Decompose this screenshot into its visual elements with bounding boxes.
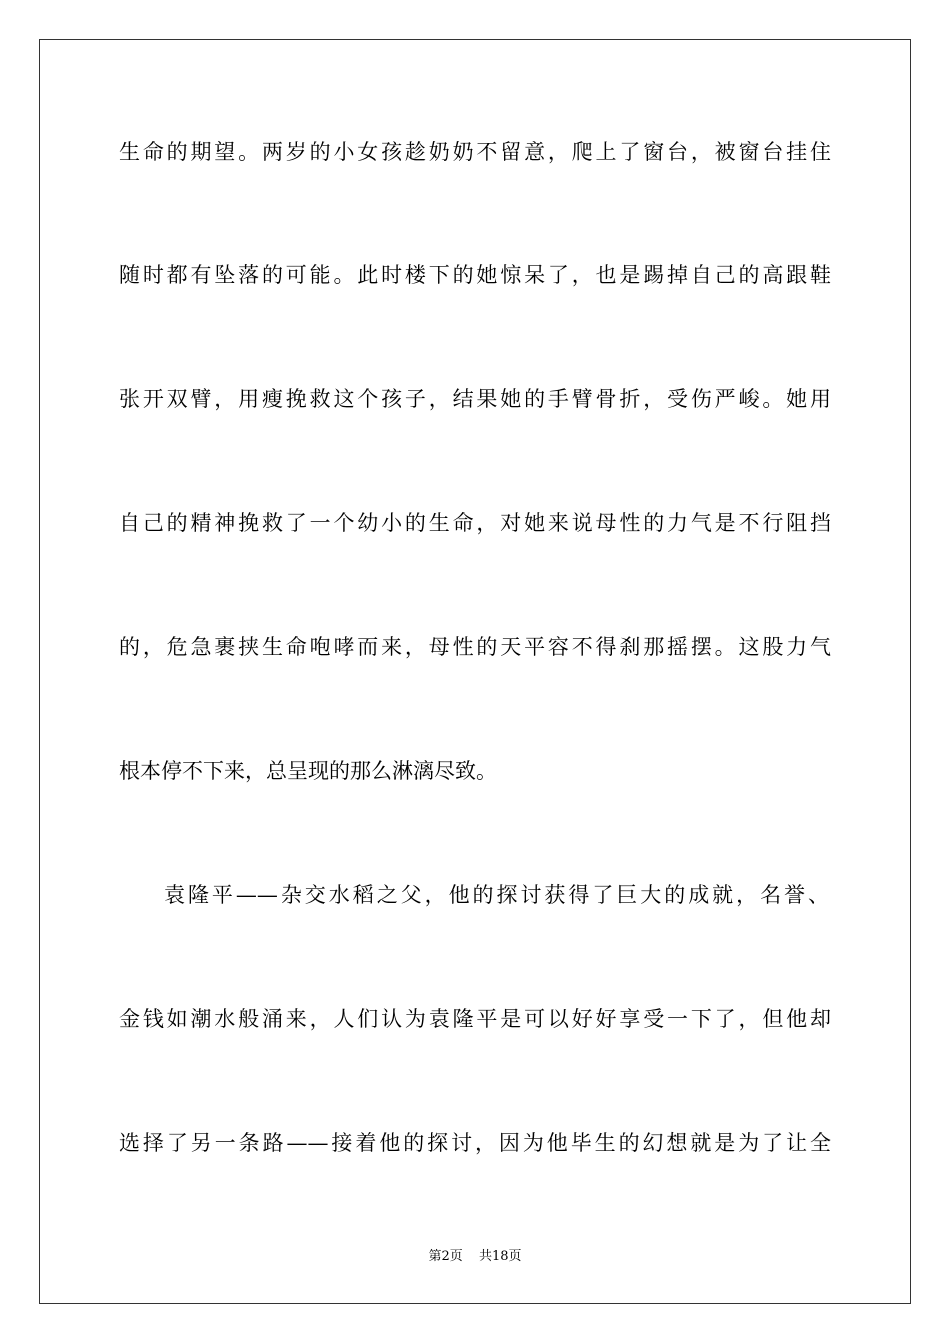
page-number-current: 第2页 (428, 1249, 463, 1264)
page-footer (0, 1248, 950, 1266)
paragraph-line-6: 根本停不下来，总呈现的那么淋漓尽致。 (119, 759, 497, 783)
paragraph-line-3: 张开双臂，用瘦挽救这个孩子，结果她的手臂骨折，受伤严峻。她用 (119, 387, 831, 411)
paragraph-line-1: 生命的期望。两岁的小女孩趁奶奶不留意，爬上了窗台，被窗台挂住 (119, 140, 831, 164)
page-number-total: 共18页 (478, 1249, 522, 1264)
paragraph-line-9: 选择了另一条路——接着他的探讨，因为他毕生的幻想就是为了让全 (119, 1131, 831, 1155)
paragraph-line-5: 的，危急裹挟生命咆哮而来，母性的天平容不得刹那摇摆。这股力气 (119, 635, 831, 659)
page-border (39, 39, 911, 1304)
paragraph-line-8: 金钱如潮水般涌来，人们认为袁隆平是可以好好享受一下了，但他却 (119, 1007, 831, 1031)
paragraph-line-4: 自己的精神挽救了一个幼小的生命，对她来说母性的力气是不行阻挡 (119, 511, 831, 535)
paragraph-line-7: 袁隆平——杂交水稻之父，他的探讨获得了巨大的成就，名誉、 (164, 883, 829, 907)
paragraph-line-2: 随时都有坠落的可能。此时楼下的她惊呆了，也是踢掉自己的高跟鞋 (119, 263, 831, 287)
